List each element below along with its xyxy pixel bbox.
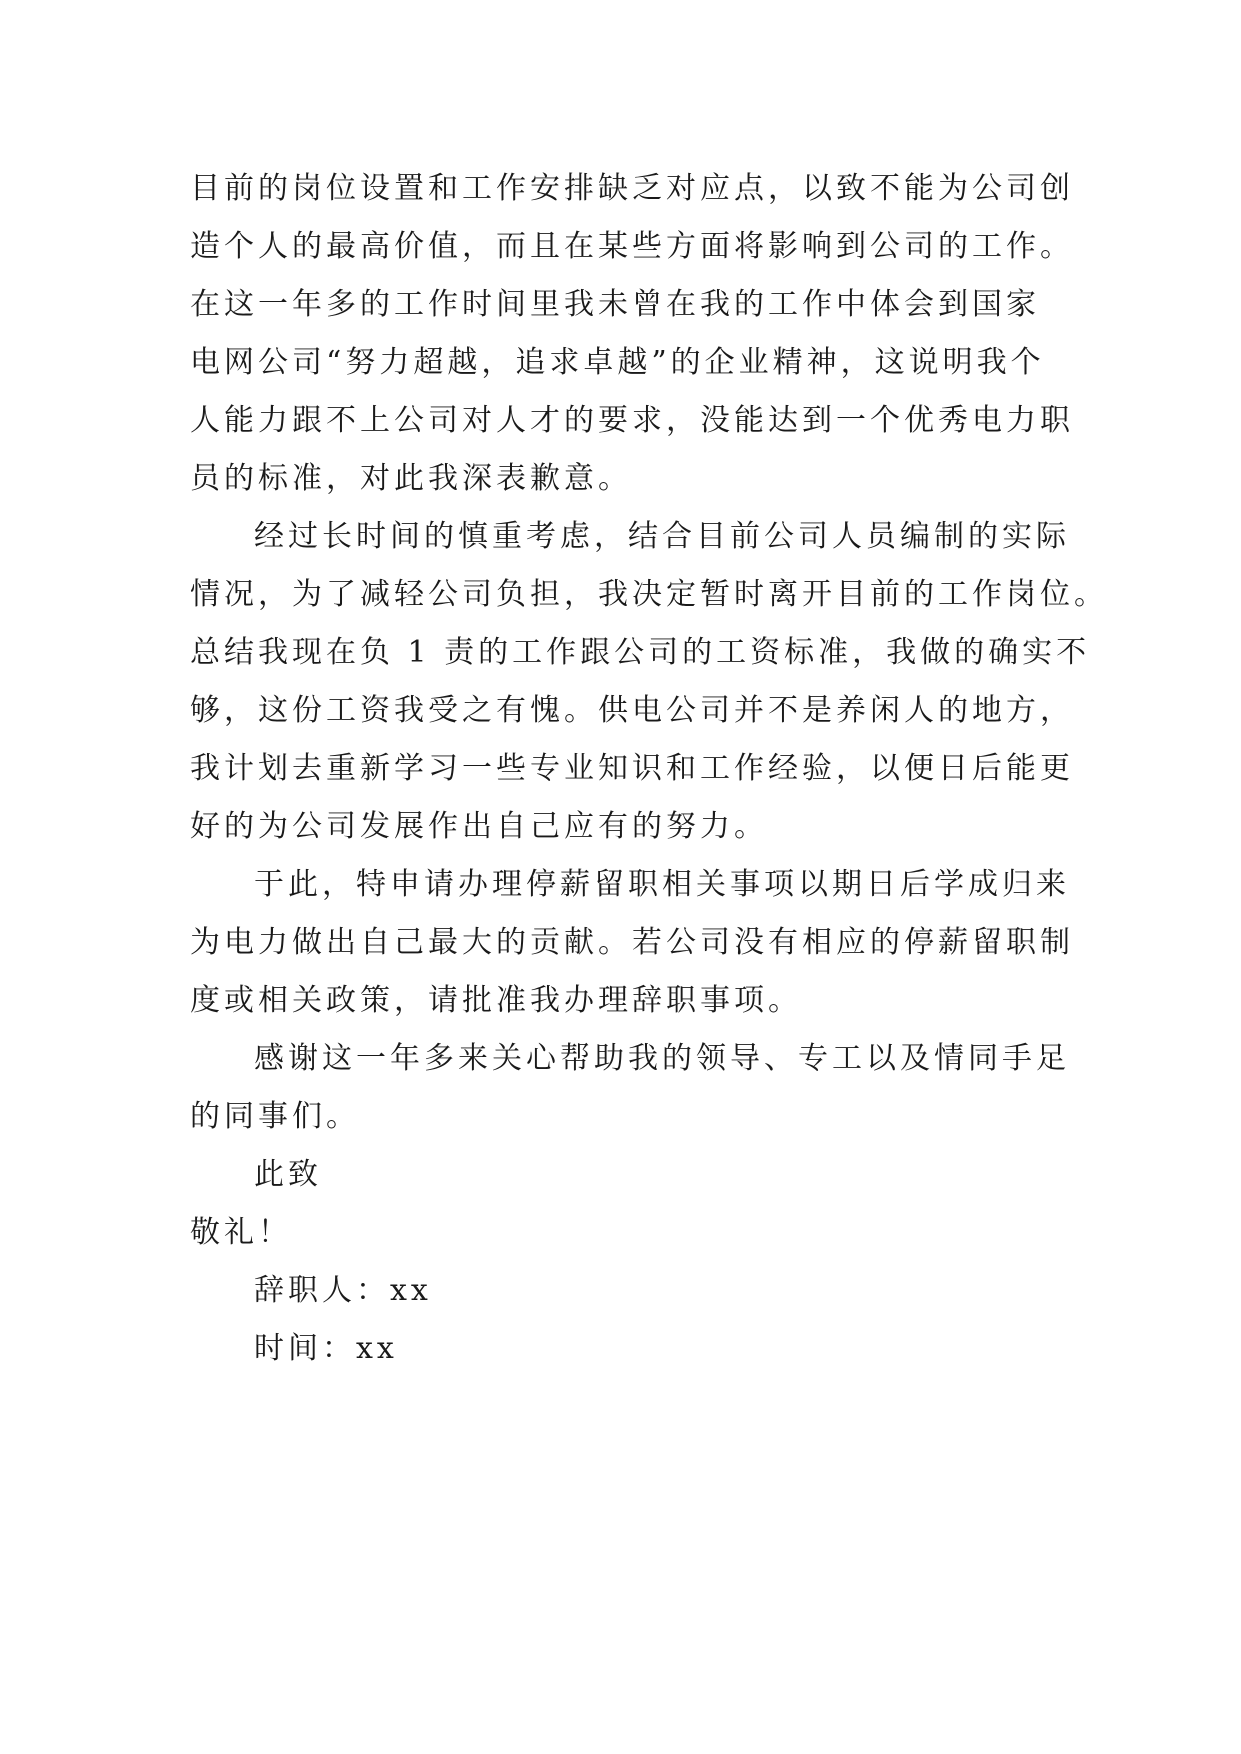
signature-name: 辞职人：xx — [254, 1273, 432, 1308]
signature-date: 时间：xx — [254, 1331, 398, 1366]
text-line: 于此，特申请办理停薪留职相关事项以期日后学成归来 — [254, 867, 1070, 902]
text-line: 我计划去重新学习一些专业知识和工作经验，以便日后能更 — [190, 751, 1074, 786]
text-line: 够，这份工资我受之有愧。供电公司并不是养闲人的地方， — [190, 693, 1074, 728]
text-line: 经过长时间的慎重考虑，结合目前公司人员编制的实际 — [254, 519, 1070, 554]
letter-body — [190, 160, 1108, 1378]
text-line: 目前的岗位设置和工作安排缺乏对应点，以致不能为公司创 — [190, 171, 1074, 206]
text-line: 员的标准，对此我深表歉意。 — [190, 461, 632, 496]
text-line: 好的为公司发展作出自己应有的努力。 — [190, 809, 768, 844]
text-line: 人能力跟不上公司对人才的要求，没能达到一个优秀电力职 — [190, 403, 1074, 438]
closing-regards: 敬礼！ — [190, 1215, 292, 1250]
text-line: 的同事们。 — [190, 1099, 360, 1134]
text-line: 电网公司“努力超越，追求卓越”的企业精神，这说明我个 — [190, 345, 1045, 380]
text-line: 在这一年多的工作时间里我未曾在我的工作中体会到国家 — [190, 287, 1040, 322]
text-line: 为电力做出自己最大的贡献。若公司没有相应的停薪留职制 — [190, 925, 1074, 960]
text-line: 度或相关政策，请批准我办理辞职事项。 — [190, 983, 802, 1018]
closing-salutation: 此致 — [254, 1157, 322, 1192]
text-line: 造个人的最高价值，而且在某些方面将影响到公司的工作。 — [190, 229, 1074, 264]
text-line: 总结我现在负 1 责的工作跟公司的工资标准，我做的确实不 — [190, 635, 1091, 670]
text-line: 感谢这一年多来关心帮助我的领导、专工以及情同手足 — [254, 1041, 1070, 1076]
text-line: 情况，为了减轻公司负担，我决定暂时离开目前的工作岗位。 — [190, 577, 1108, 612]
